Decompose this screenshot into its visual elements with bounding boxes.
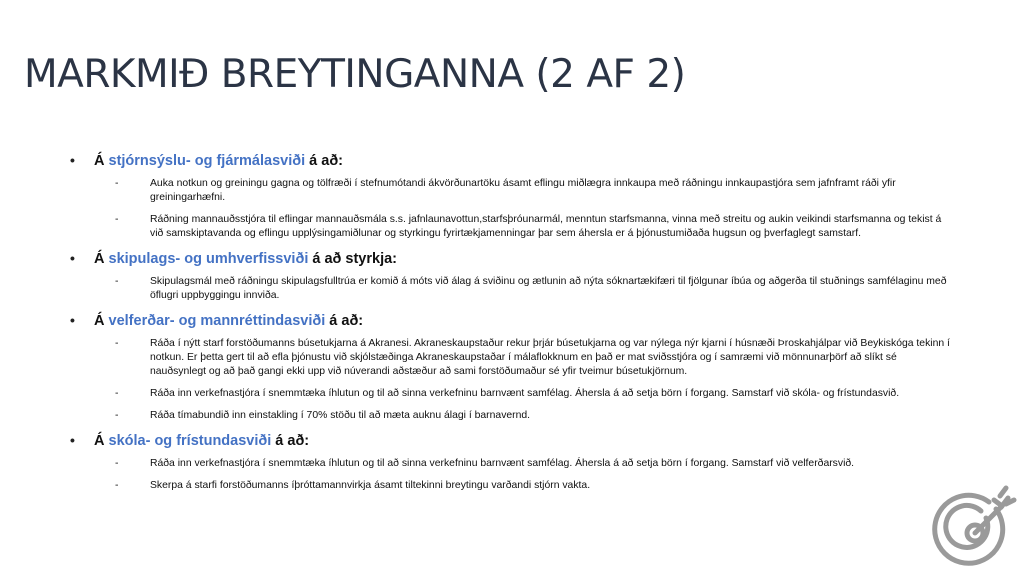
bullet-icon: • [70,432,75,448]
list-item [115,213,950,241]
item-text: Skipulagsmál með ráðningu skipulagsfulltrúa er komið á móts við álag á sviðinu og ætlunin að nýta sóknartækifæri til fjölgunar íbúa og aðgerða til stuðnings samfélaginu með öflugri uppbyggingu innviða. [150,276,947,301]
section-velferd [70,312,950,423]
list-item [115,387,950,401]
dash-icon: - [115,410,119,421]
heading-highlight: velferðar- og mannréttindasviði [108,313,326,329]
item-text: Ráðning mannauðsstjóra til eflingar mannauðsmála s.s. jafnlaunavottun,starfsþróunarmál, menntun starfsmanna, vinna með streitu og aukin veikindi starfsmanna og tekist á við samskiptavanda og eflingu upplýsingamiðlunar og styrkingu fyrirtækjamenningar þar sem áhersla er á þjónustumiðaða hugsun og þverfaglegt samstarf. [150,214,942,239]
bullet-icon: • [70,250,75,266]
heading-prefix: Á [94,313,105,329]
dash-icon: - [115,214,119,225]
section-heading [70,312,950,329]
heading-prefix: Á [94,153,105,169]
item-text: Skerpa á starfi forstöðumanns íþróttamannvirkja ásamt tiltekinni breytingu varðandi stjórn vakta. [150,480,591,491]
heading-prefix: Á [94,251,105,267]
list-item [115,479,950,493]
heading-suffix: á að: [329,313,364,329]
item-text: Ráða inn verkefnastjóra í snemmtæka íhlutun og til að sinna verkefninu barnvænt samfélag. Áhersla á að setja börn í forgang. Samstarf við velferðarsvið. [150,458,855,469]
bullet-icon: • [70,312,75,328]
list-item [115,177,950,205]
dash-icon: - [115,276,119,287]
heading-suffix: á að: [275,433,310,449]
dash-icon: - [115,338,119,349]
heading-suffix: á að: [309,153,344,169]
bullet-icon: • [70,152,75,168]
dash-icon: - [115,458,119,469]
list-item [115,457,950,471]
list-item [115,409,950,423]
slide-title: MARKMIÐ BREYTINGANNA (2 AF 2) [24,52,686,97]
dash-icon: - [115,388,119,399]
heading-highlight: skipulags- og umhverfissviði [108,251,309,267]
section-heading [70,432,950,449]
section-skipulag [70,250,950,303]
section-skoli [70,432,950,493]
heading-highlight: skóla- og frístundasviði [108,433,272,449]
heading-highlight: stjórnsýslu- og fjármálasviði [108,153,306,169]
section-stjornsysla [70,152,950,241]
item-text: Ráða í nýtt starf forstöðumanns búsetukjarna á Akranesi. Akraneskaupstaður rekur þrjár búsetukjarna og var nýlega nýr kjarni í húsnæði Þroskahjálpar við Beykiskóga tekinn í notkun. Er þetta gert til að efla þjónustu við skjólstæðinga Akraneskaupstaðar í málaflokknum en það er mat sviðsstjóra og í samræmi við mönnunarþörf að slíkt sé nauðsynlegt og að það gangi ekki upp við núverandi aðstæður að sami forstöðumaður sé yfir tveimur búsetukjörnum. [150,338,950,377]
dash-icon: - [115,480,119,491]
item-text: Ráða tímabundið inn einstakling í 70% stöðu til að mæta auknu álagi í barnavernd. [150,410,531,421]
heading-prefix: Á [94,433,105,449]
item-text: Ráða inn verkefnastjóra í snemmtæka íhlutun og til að sinna verkefninu barnvænt samfélag. Áhersla á að setja börn í forgang. Samstarf við skóla- og frístundasvið. [150,388,900,399]
section-heading [70,250,950,267]
target-arrow-icon [930,478,1020,568]
dash-icon: - [115,178,119,189]
slide-content [70,152,950,502]
item-text: Auka notkun og greiningu gagna og tölfræði í stefnumótandi ákvörðunartöku ásamt eflingu miðlægra innkaupa með ráðningu innkaupastjóra sem jafnframt ráði yfir greiningarhæfni. [150,178,896,203]
list-item [115,337,950,379]
list-item [115,275,950,303]
heading-suffix: á að styrkja: [312,251,398,267]
section-heading [70,152,950,169]
